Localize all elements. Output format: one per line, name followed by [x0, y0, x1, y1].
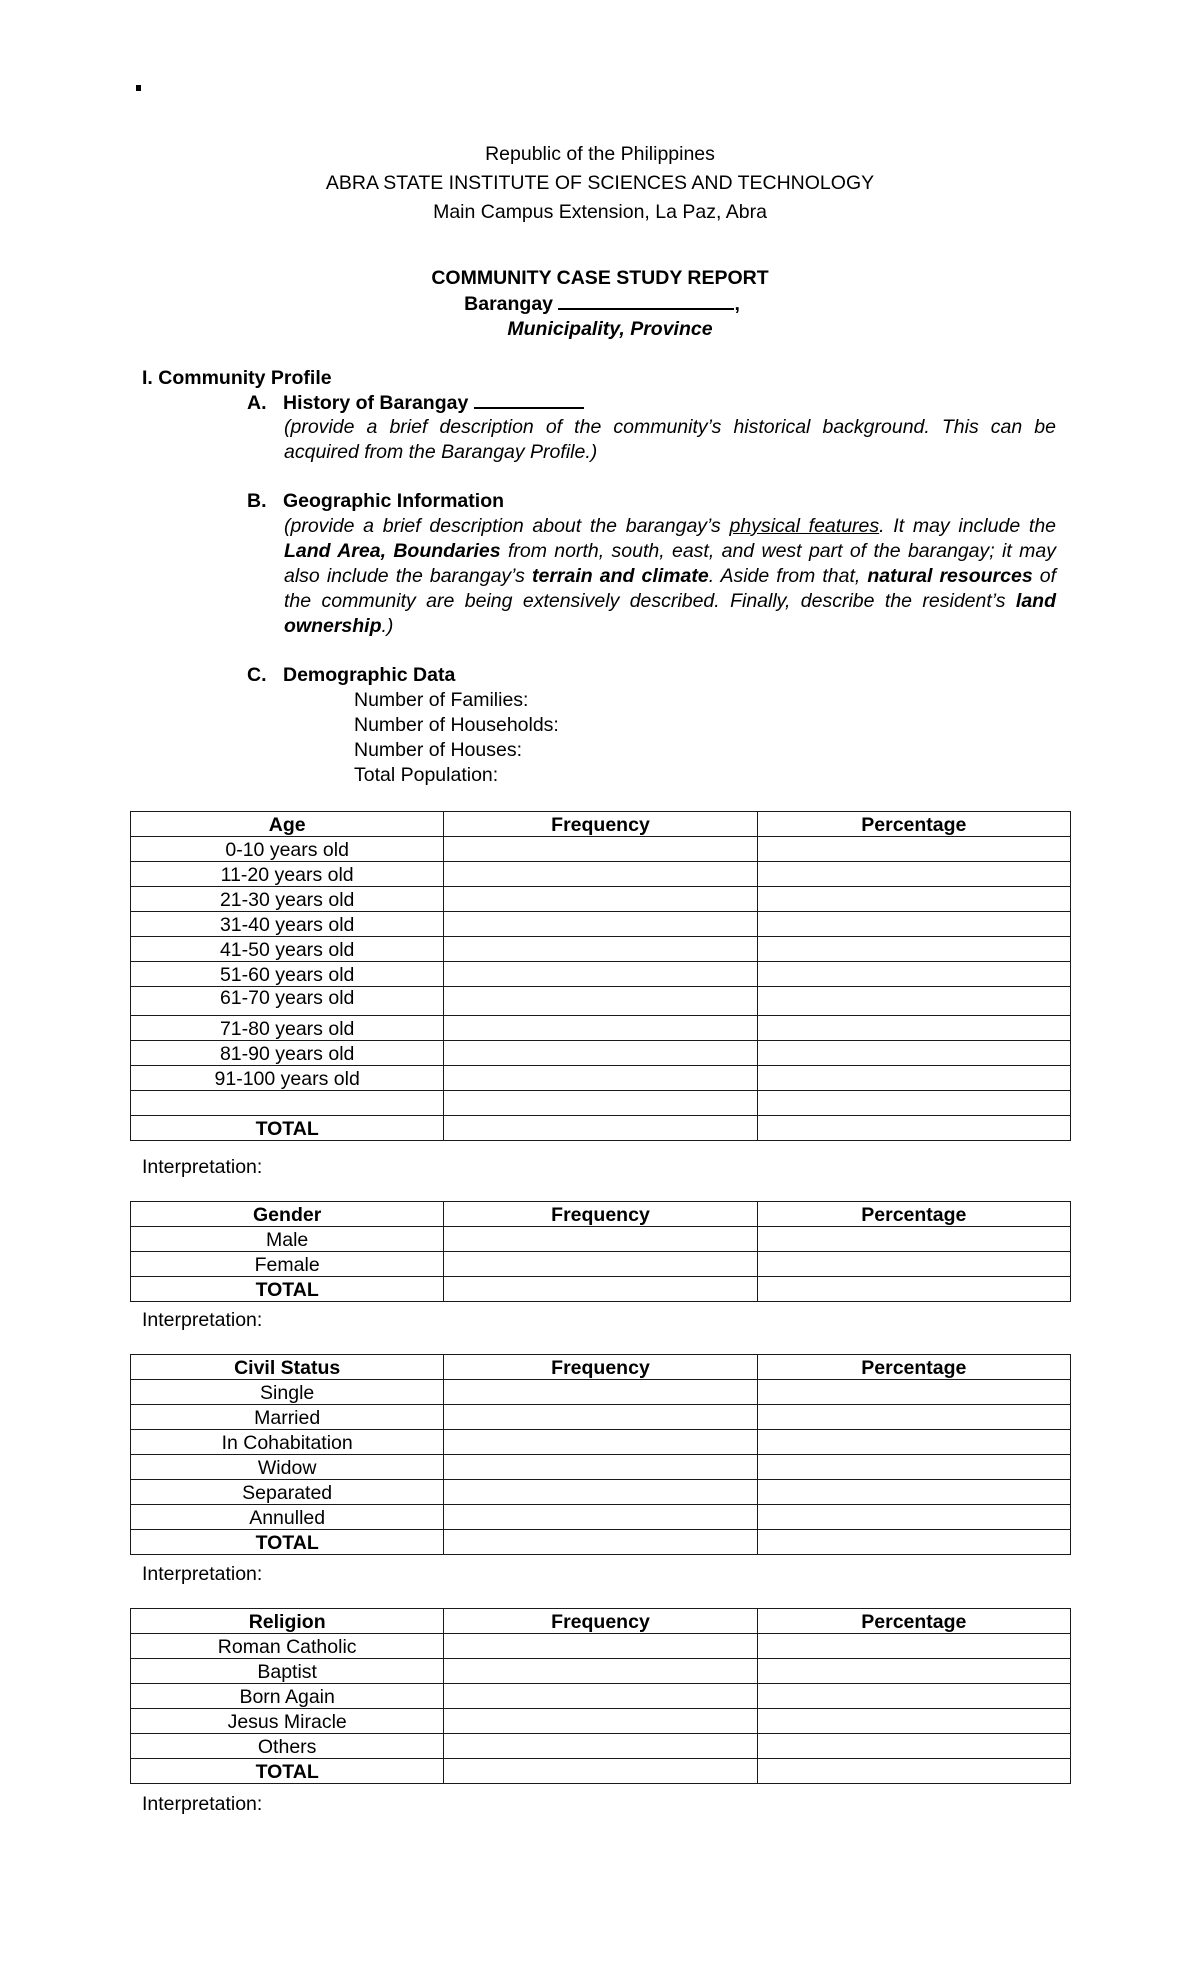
subsection-letter: C.	[247, 664, 267, 686]
row-label: 41-50 years old	[131, 937, 444, 962]
row-label: Male	[131, 1227, 444, 1252]
frequency-cell[interactable]	[444, 887, 757, 912]
column-header: Frequency	[444, 1202, 757, 1227]
row-label: Born Again	[131, 1684, 444, 1709]
column-header: Civil Status	[131, 1355, 444, 1380]
desc-text: (provide a brief description about the barangay’s	[284, 515, 730, 537]
column-header: Gender	[131, 1202, 444, 1227]
table-row	[131, 1016, 1071, 1041]
percentage-cell[interactable]	[757, 937, 1070, 962]
percentage-cell[interactable]	[757, 1041, 1070, 1066]
demographic-families: Number of Families:	[354, 689, 529, 711]
row-label: Separated	[131, 1480, 444, 1505]
percentage-cell[interactable]	[757, 1709, 1070, 1734]
religion-table	[130, 1608, 1071, 1784]
percentage-cell[interactable]	[757, 1227, 1070, 1252]
percentage-total-cell[interactable]	[757, 1759, 1070, 1784]
row-label: Others	[131, 1734, 444, 1759]
header-republic: Republic of the Philippines	[485, 143, 715, 165]
percentage-cell[interactable]	[757, 1734, 1070, 1759]
desc-text: from north, south, east, and west part of the barangay; it may also include the barangay’s	[284, 540, 1056, 587]
table-header-row	[131, 1609, 1071, 1634]
frequency-cell[interactable]	[444, 862, 757, 887]
subsection-letter: A.	[247, 392, 267, 414]
table-row	[131, 912, 1071, 937]
row-label: 91-100 years old	[131, 1066, 444, 1091]
desc-bold-term: terrain and climate	[531, 565, 709, 587]
percentage-total-cell[interactable]	[757, 1116, 1070, 1141]
desc-bold-term: Land Area, Boundaries	[284, 540, 501, 562]
total-label: TOTAL	[131, 1277, 444, 1302]
barangay-label: Barangay	[464, 293, 554, 315]
table-row	[131, 1634, 1071, 1659]
desc-underlined-term: physical features	[729, 515, 880, 537]
table-row-empty	[131, 1091, 1071, 1116]
percentage-cell[interactable]	[757, 1430, 1070, 1455]
desc-bold-term: land ownership	[284, 590, 1056, 637]
frequency-cell[interactable]	[444, 1016, 757, 1041]
column-header: Religion	[131, 1609, 444, 1634]
percentage-cell[interactable]	[757, 1634, 1070, 1659]
row-label: 51-60 years old	[131, 962, 444, 987]
religion-interpretation-label: Interpretation:	[142, 1793, 263, 1815]
table-row	[131, 1430, 1071, 1455]
column-header: Percentage	[757, 1355, 1070, 1380]
barangay-line	[0, 292, 1200, 316]
percentage-total-cell[interactable]	[757, 1530, 1070, 1555]
row-label: Annulled	[131, 1505, 444, 1530]
percentage-total-cell[interactable]	[757, 1277, 1070, 1302]
frequency-cell[interactable]	[444, 1455, 757, 1480]
percentage-cell[interactable]	[757, 1016, 1070, 1041]
demographic-population: Total Population:	[354, 764, 499, 786]
frequency-total-cell[interactable]	[444, 1759, 757, 1784]
table-row	[131, 837, 1071, 862]
percentage-cell[interactable]	[757, 1659, 1070, 1684]
column-header: Percentage	[757, 812, 1070, 837]
table-row	[131, 962, 1071, 987]
percentage-cell[interactable]	[757, 887, 1070, 912]
percentage-cell[interactable]	[757, 912, 1070, 937]
row-label[interactable]	[131, 1091, 444, 1116]
frequency-cell[interactable]	[444, 1227, 757, 1252]
column-header: Percentage	[757, 1202, 1070, 1227]
age-interpretation-label: Interpretation:	[142, 1156, 263, 1178]
frequency-cell[interactable]	[444, 1430, 757, 1455]
row-label: Single	[131, 1380, 444, 1405]
row-label: Female	[131, 1252, 444, 1277]
table-row	[131, 1709, 1071, 1734]
table-row	[131, 1734, 1071, 1759]
table-row	[131, 987, 1071, 1016]
gender-table	[130, 1201, 1071, 1302]
frequency-cell[interactable]	[444, 987, 757, 1016]
percentage-cell[interactable]	[757, 1505, 1070, 1530]
table-total-row	[131, 1530, 1071, 1555]
row-label: Jesus Miracle	[131, 1709, 444, 1734]
subsection-heading: Demographic Data	[283, 664, 456, 686]
frequency-cell[interactable]	[444, 1066, 757, 1091]
table-row	[131, 1380, 1071, 1405]
gender-interpretation-label: Interpretation:	[142, 1309, 263, 1331]
table-row	[131, 1066, 1071, 1091]
frequency-cell[interactable]	[444, 962, 757, 987]
desc-text: .)	[381, 615, 394, 637]
frequency-cell[interactable]	[444, 1734, 757, 1759]
column-header: Percentage	[757, 1609, 1070, 1634]
percentage-cell[interactable]	[757, 1252, 1070, 1277]
table-row	[131, 887, 1071, 912]
report-title: COMMUNITY CASE STUDY REPORT	[431, 267, 769, 289]
table-total-row	[131, 1116, 1071, 1141]
percentage-cell[interactable]	[757, 1480, 1070, 1505]
table-row	[131, 1659, 1071, 1684]
header-institution: ABRA STATE INSTITUTE OF SCIENCES AND TECHNOLOGY	[325, 172, 875, 194]
desc-text: . Aside from that,	[708, 565, 868, 587]
municipality-province: Municipality, Province	[507, 318, 713, 340]
row-label: 61-70 years old	[131, 987, 444, 1016]
table-row	[131, 1227, 1071, 1252]
percentage-cell[interactable]	[757, 862, 1070, 887]
history-blank-field[interactable]	[474, 391, 584, 409]
civil-status-table	[130, 1354, 1071, 1555]
frequency-cell[interactable]	[444, 1405, 757, 1430]
barangay-blank-field[interactable]	[558, 292, 734, 310]
geographic-description	[284, 514, 1056, 639]
row-label: 71-80 years old	[131, 1016, 444, 1041]
column-header: Age	[131, 812, 444, 837]
row-label: 0-10 years old	[131, 837, 444, 862]
frequency-cell[interactable]	[444, 1684, 757, 1709]
total-label: TOTAL	[131, 1116, 444, 1141]
row-label: In Cohabitation	[131, 1430, 444, 1455]
table-row	[131, 1041, 1071, 1066]
column-header: Frequency	[444, 1355, 757, 1380]
table-row	[131, 937, 1071, 962]
row-label: Baptist	[131, 1659, 444, 1684]
frequency-total-cell[interactable]	[444, 1530, 757, 1555]
frequency-cell[interactable]	[444, 1505, 757, 1530]
demographic-households: Number of Households:	[354, 714, 559, 736]
table-row	[131, 1405, 1071, 1430]
table-row	[131, 1455, 1071, 1480]
table-header-row	[131, 1202, 1071, 1227]
table-row	[131, 1252, 1071, 1277]
demographic-houses: Number of Houses:	[354, 739, 522, 761]
barangay-comma: ,	[734, 293, 740, 315]
frequency-cell[interactable]	[444, 1709, 757, 1734]
table-total-row	[131, 1277, 1071, 1302]
total-label: TOTAL	[131, 1759, 444, 1784]
bullet-mark	[136, 85, 141, 91]
frequency-total-cell[interactable]	[444, 1277, 757, 1302]
row-label: Widow	[131, 1455, 444, 1480]
table-total-row	[131, 1759, 1071, 1784]
header-campus: Main Campus Extension, La Paz, Abra	[433, 201, 767, 223]
table-row	[131, 862, 1071, 887]
column-header: Frequency	[444, 812, 757, 837]
row-label: Married	[131, 1405, 444, 1430]
table-row	[131, 1480, 1071, 1505]
subsection-geographic	[247, 489, 504, 513]
frequency-cell[interactable]	[444, 1634, 757, 1659]
civil-status-interpretation-label: Interpretation:	[142, 1563, 263, 1585]
row-label: 31-40 years old	[131, 912, 444, 937]
percentage-cell[interactable]	[757, 1684, 1070, 1709]
subsection-history	[247, 391, 584, 415]
row-label: Roman Catholic	[131, 1634, 444, 1659]
percentage-cell[interactable]	[757, 987, 1070, 1016]
frequency-cell[interactable]	[444, 912, 757, 937]
percentage-cell[interactable]	[757, 1066, 1070, 1091]
frequency-total-cell[interactable]	[444, 1116, 757, 1141]
frequency-cell[interactable]	[444, 937, 757, 962]
table-header-row	[131, 812, 1071, 837]
percentage-cell[interactable]	[757, 1091, 1070, 1116]
desc-bold-term: natural resources	[867, 565, 1033, 587]
table-header-row	[131, 1355, 1071, 1380]
desc-text: . It may include the	[879, 515, 1057, 537]
row-label: 81-90 years old	[131, 1041, 444, 1066]
subsection-letter: B.	[247, 490, 267, 512]
subsection-heading: History of Barangay	[283, 392, 469, 414]
frequency-cell[interactable]	[444, 1659, 757, 1684]
table-row	[131, 1684, 1071, 1709]
percentage-cell[interactable]	[757, 1380, 1070, 1405]
subsection-demographic	[247, 663, 455, 687]
desc-text: of the community are being extensively described. Finally, describe the resident’s	[284, 565, 1057, 612]
frequency-cell[interactable]	[444, 1041, 757, 1066]
frequency-cell[interactable]	[444, 1252, 757, 1277]
percentage-cell[interactable]	[757, 1405, 1070, 1430]
age-table	[130, 811, 1071, 1141]
row-label: 21-30 years old	[131, 887, 444, 912]
frequency-cell[interactable]	[444, 1380, 757, 1405]
percentage-cell[interactable]	[757, 837, 1070, 862]
frequency-cell[interactable]	[444, 837, 757, 862]
table-row	[131, 1505, 1071, 1530]
frequency-cell[interactable]	[444, 1480, 757, 1505]
history-description: (provide a brief description of the community’s historical background. This can be acquired from the Barangay Profile.)	[284, 416, 1056, 463]
section-community-profile: I. Community Profile	[142, 367, 332, 389]
row-label: 11-20 years old	[131, 862, 444, 887]
percentage-cell[interactable]	[757, 962, 1070, 987]
subsection-heading: Geographic Information	[283, 490, 505, 512]
frequency-cell[interactable]	[444, 1091, 757, 1116]
column-header: Frequency	[444, 1609, 757, 1634]
total-label: TOTAL	[131, 1530, 444, 1555]
percentage-cell[interactable]	[757, 1455, 1070, 1480]
